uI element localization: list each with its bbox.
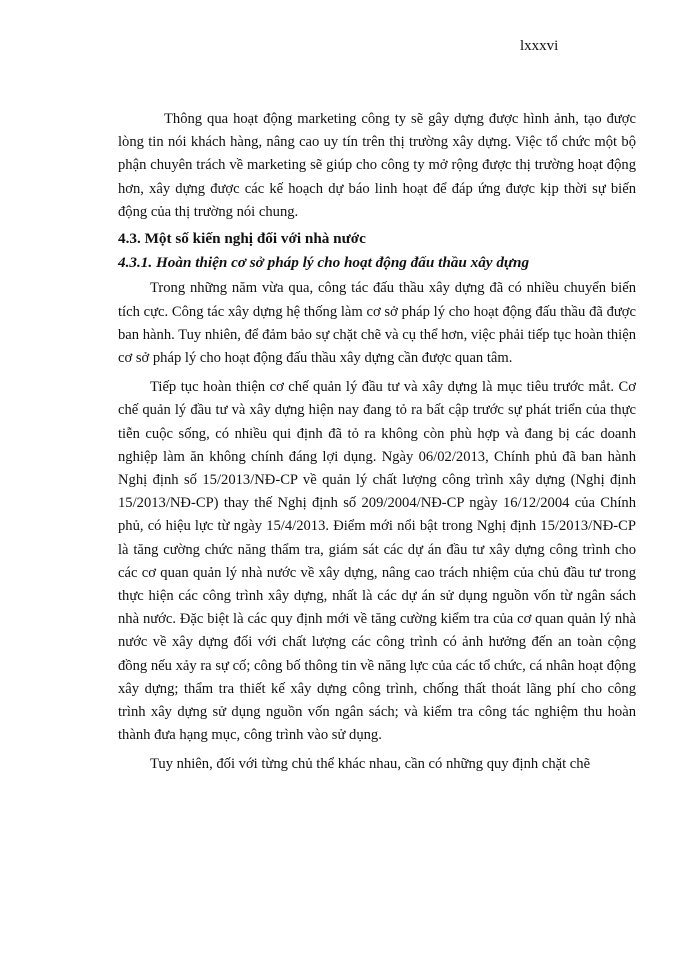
- paragraph-2: Tiếp tục hoàn thiện cơ chế quản lý đầu tư và xây dựng là mục tiêu trước mắt. Cơ chế quản lý đầu tư và xây dựng hiện nay đang tỏ ra bất cập trước sự phát triển của thực tiễn cuộc sống, có nhiều qui định đã tỏ ra không còn phù hợp và đang bị các doanh nghiệp làm ăn không chính đáng lợi dụng. Ngày 06/02/2013, Chính phủ đã ban hành Nghị định số 15/2013/NĐ-CP về quản lý chất lượng công trình xây dựng (Nghị định 15/2013/NĐ-CP) thay thế Nghị định số 209/2004/NĐ-CP ngày 16/12/2004 của Chính phủ, có hiệu lực từ ngày 15/4/2013. Điểm mới nổi bật trong Nghị định 15/2013/NĐ-CP là tăng cường chức năng thẩm tra, giám sát các dự án đầu tư xây dựng công trình cho các cơ quan quản lý nhà nước về xây dựng, nâng cao trách nhiệm của chủ đầu tư trong thực hiện các công trình xây dựng, nhất là các dự án sử dụng nguồn vốn từ ngân sách nhà nước. Đặc biệt là các quy định mới về tăng cường kiểm tra của cơ quan quản lý nhà nước về xây dựng đối với chất lượng các công trình có ảnh hưởng đến an toàn cộng đồng nếu xảy ra sự cố; công bố thông tin về năng lực của các tổ chức, cá nhân hoạt động xây dựng; thẩm tra thiết kế xây dựng công trình, chống thất thoát lãng phí cho công trình xây dựng sử dụng nguồn vốn ngân sách; và kiểm tra công tác nghiệm thu hoàn thành đưa hạng mục, công trình vào sử dụng.: [118, 379, 636, 744]
- paragraph-3: Tuy nhiên, đối với từng chủ thể khác nhau, cần có những quy định chặt chẽ: [150, 756, 591, 773]
- page-number: lxxxvi: [520, 38, 559, 54]
- subsection-heading: 4.3.1. Hoàn thiện cơ sở pháp lý cho hoạt động đấu thầu xây dựng: [118, 254, 530, 272]
- document-body: [118, 108, 636, 777]
- paragraph-1: Trong những năm vừa qua, công tác đấu thầu xây dựng đã có nhiều chuyển biến tích cực. Công tác xây dựng hệ thống làm cơ sở pháp lý cho hoạt động đấu thầu đã được ban hành. Tuy nhiên, để đảm bảo sự chặt chẽ và cụ thể hơn, việc phải tiếp tục hoàn thiện cơ sở pháp lý cho hoạt động đấu thầu xây dựng cần được quan tâm.: [118, 280, 636, 367]
- section-heading: 4.3. Một số kiến nghị đối với nhà nước: [118, 230, 366, 248]
- paragraph-intro: Thông qua hoạt động marketing công ty sẽ gây dựng được hình ảnh, tạo được lòng tin nói khách hàng, nâng cao uy tín trên thị trường xây dựng. Việc tổ chức một bộ phận chuyên trách về marketing sẽ giúp cho công ty mở rộng được thị trường hoạt động hơn, xây dựng được các kế hoạch dự báo linh hoạt để đáp ứng được kịp thời sự biến động của thị trường nói chung.: [118, 111, 636, 220]
